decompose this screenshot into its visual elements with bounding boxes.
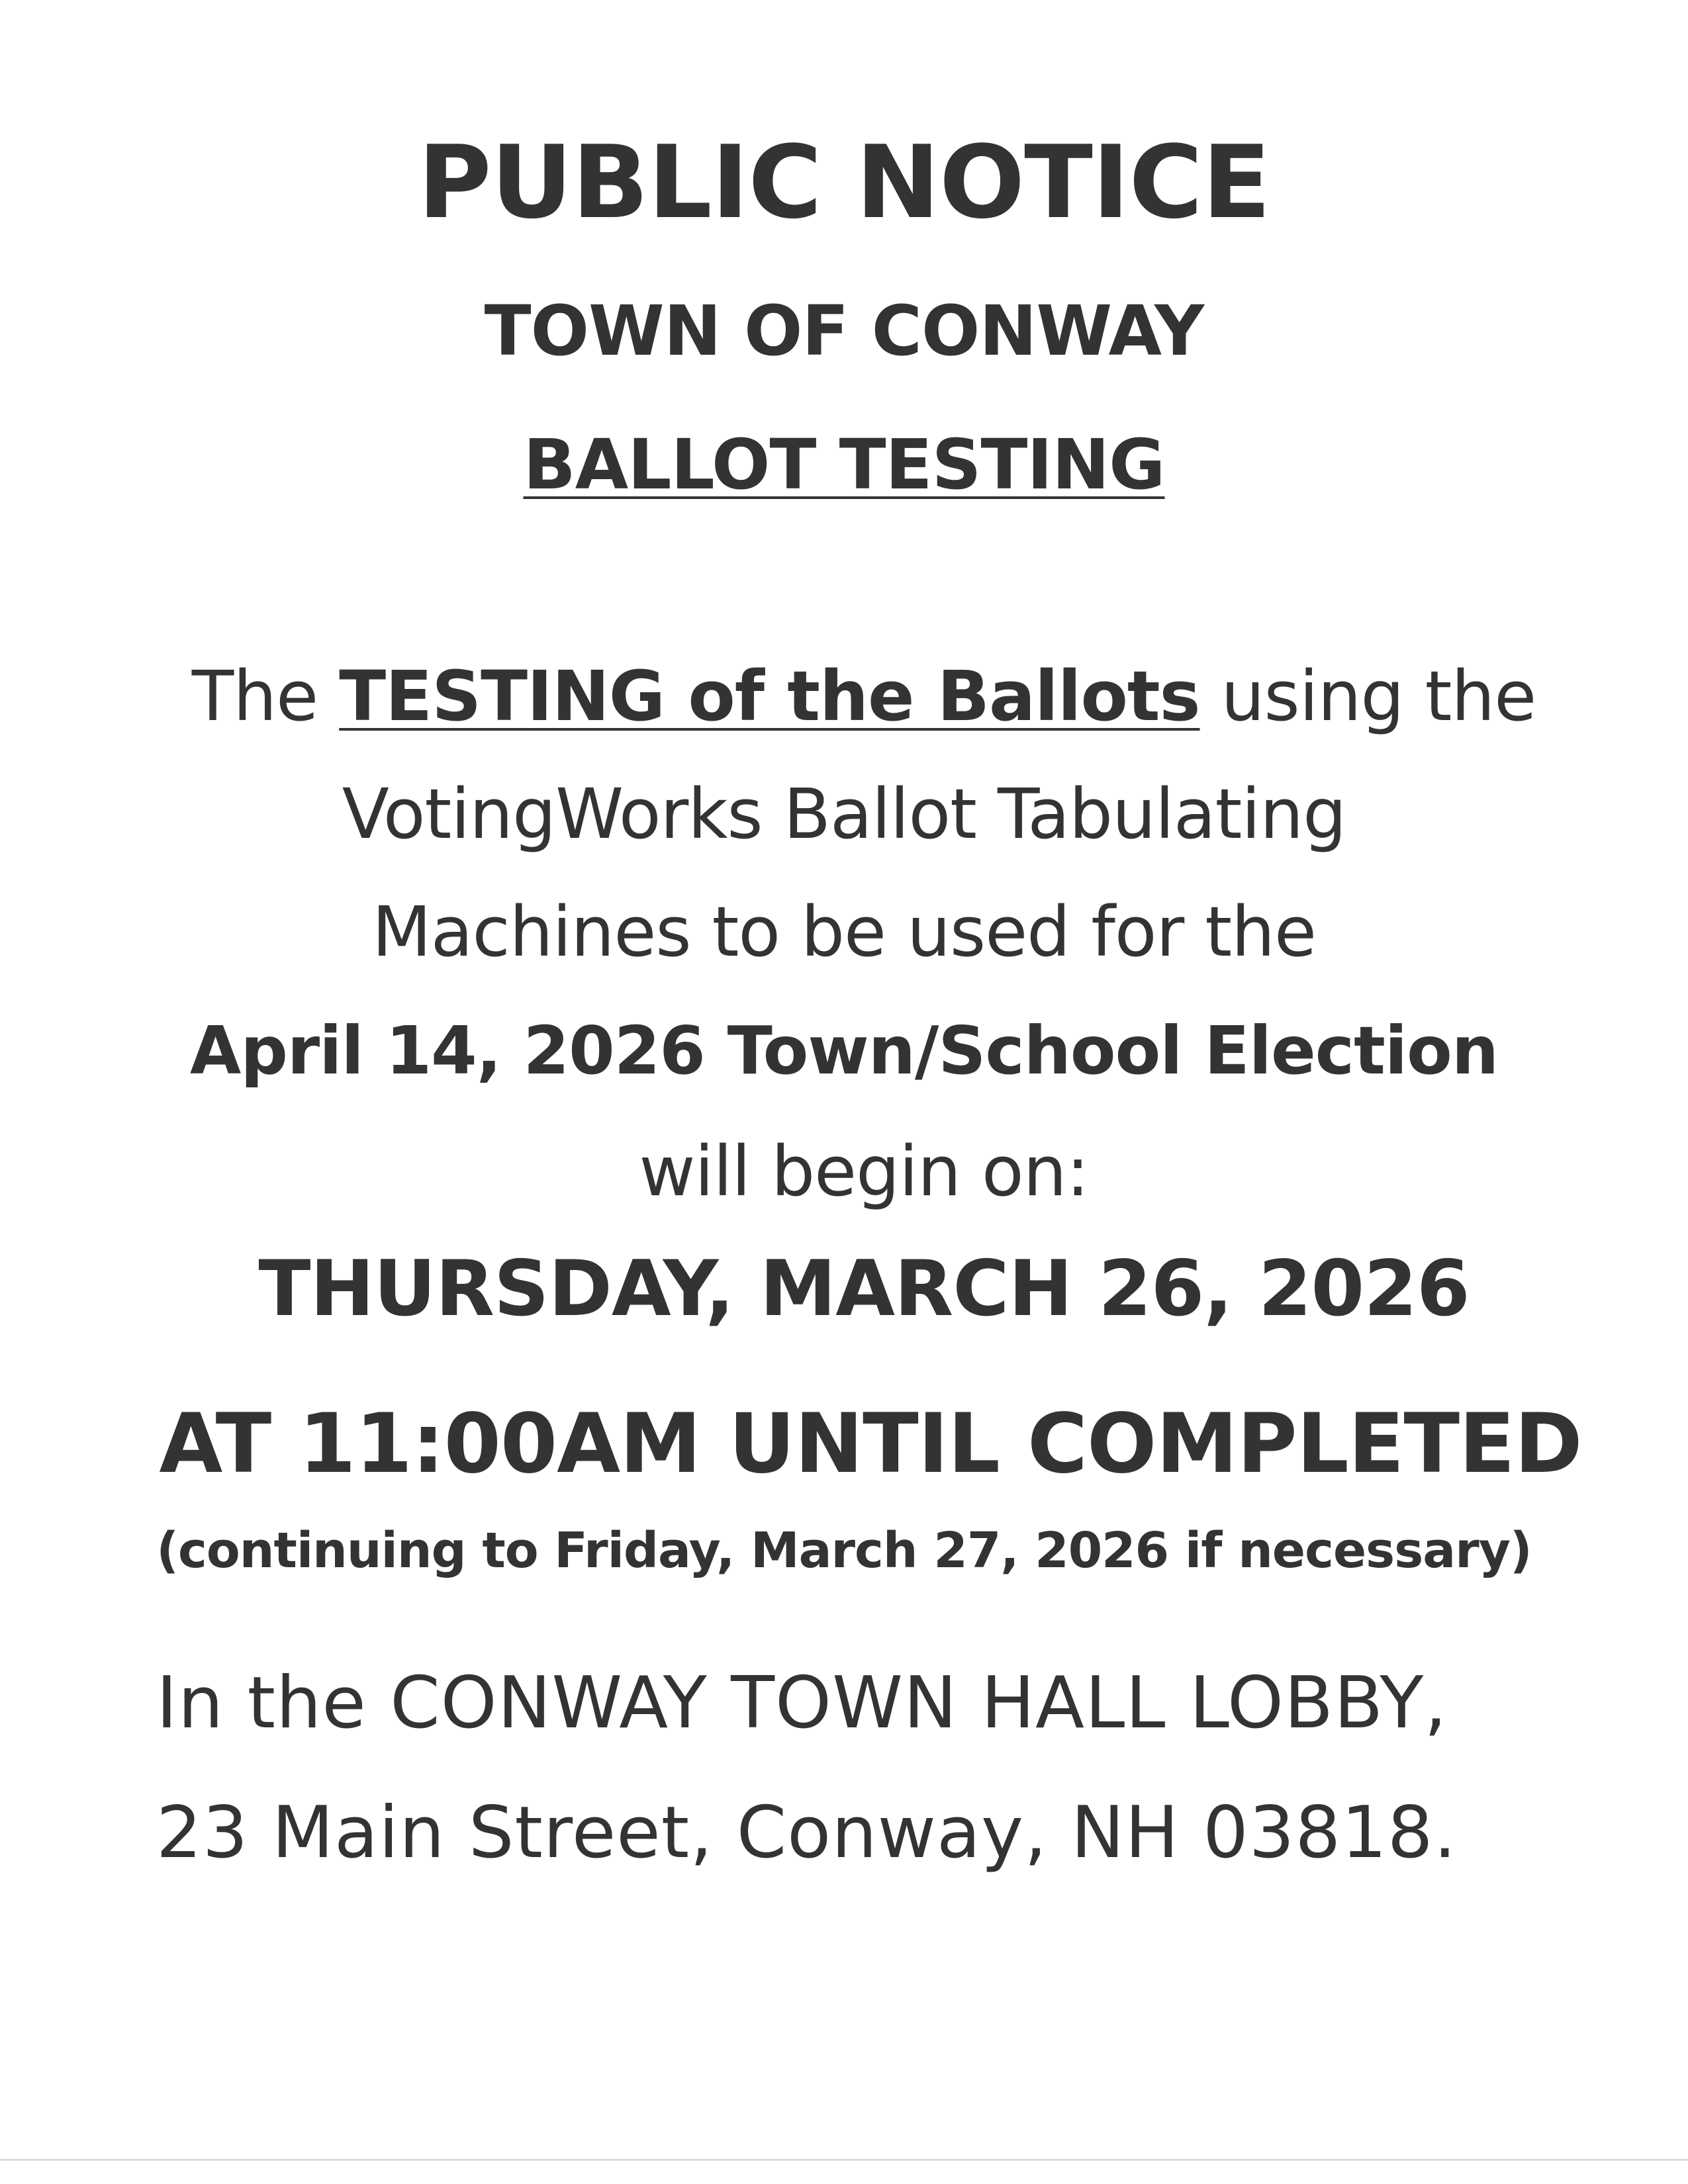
body-line-1-prefix: The [191,656,340,737]
page-edge-line [0,2159,1688,2161]
town-name: TOWN OF CONWAY [484,291,1204,371]
body-line-2: VotingWorks Ballot Tabulating [342,774,1346,854]
body-line-3: Machines to be used for the [371,891,1316,972]
testing-emphasis: TESTING of the Ballots [339,656,1200,737]
body-line-5: will begin on: [639,1131,1089,1212]
election-name: April 14, 2026 Town/School Election [189,1012,1499,1089]
notice-title: PUBLIC NOTICE [418,124,1270,241]
body-line-1-suffix: using the [1199,656,1536,737]
notice-heading [0,424,1688,505]
testing-date: THURSDAY, MARCH 26, 2026 [258,1244,1470,1334]
location-line-2: 23 Main Street, Conway, NH 03818. [156,1792,1457,1874]
testing-time: AT 11:00AM UNTIL COMPLETED [159,1396,1582,1492]
continuation-note: (continuing to Friday, March 27, 2026 if necessary) [156,1522,1532,1579]
location-line-1: In the CONWAY TOWN HALL LOBBY, [156,1662,1448,1745]
body-line-1 [20,656,1688,737]
ballot-testing-heading: BALLOT TESTING [523,424,1165,505]
